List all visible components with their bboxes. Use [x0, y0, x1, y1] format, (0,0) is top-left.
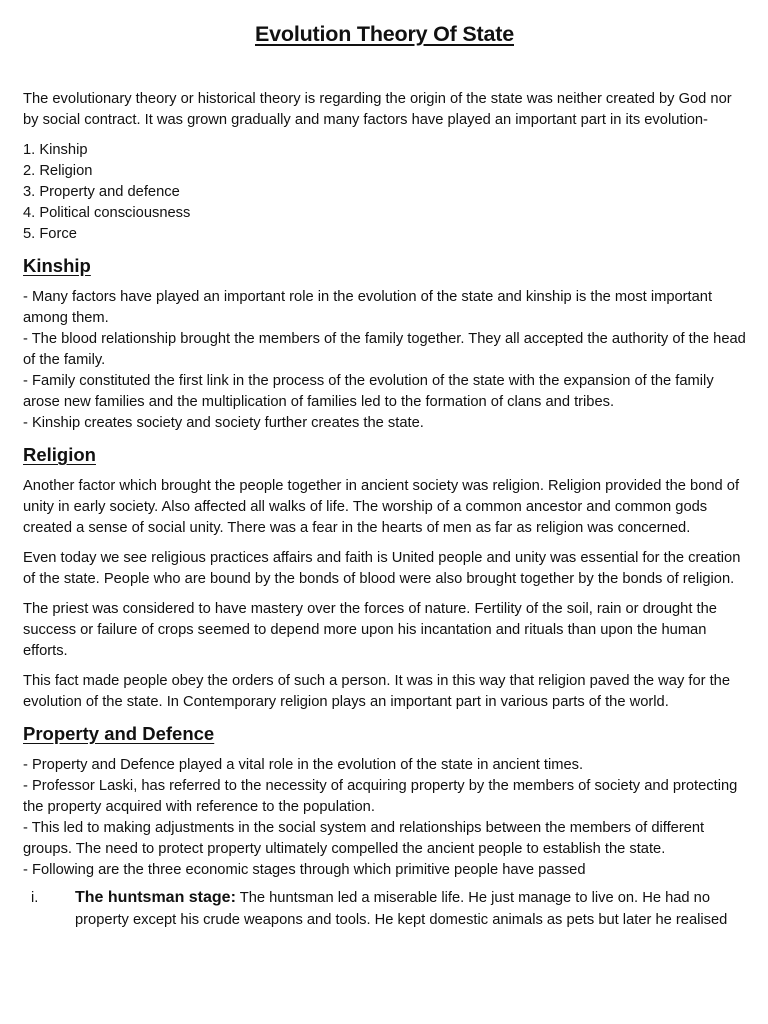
religion-paragraph: This fact made people obey the orders of such a person. It was in this way that religion paved the way for the evolution of the state. In Contemporary religion plays an important part in various parts of the world. [23, 673, 731, 710]
factor-item-religion: 2. Religion [23, 163, 93, 179]
economic-stages-list [23, 887, 746, 931]
factor-item-force: 5. Force [23, 226, 77, 242]
kinship-paragraph [23, 287, 746, 434]
stage-label: The huntsman stage: [75, 889, 236, 906]
factor-item-kinship: 1. Kinship [23, 142, 88, 158]
religion-paragraph: Another factor which brought the people together in ancient society was religion. Religion provided the bond of unity in early society. Also affected all walks of life. The worship of a common ancestor and common gods created a sense of social unity. There was a fear in the hearts of men as far as religion was concerned. [23, 478, 740, 536]
property-point: - Following are the three economic stages through which primitive people have passed [23, 862, 586, 878]
stage-body [75, 887, 746, 931]
property-point: - Property and Defence played a vital role in the evolution of the state in ancient times. [23, 757, 584, 773]
factor-item-political: 4. Political consciousness [23, 205, 191, 221]
property-point: - This led to making adjustments in the social system and relationships between the members of different groups. The need to protect property ultimately compelled the ancient people to establish the state. [23, 820, 705, 857]
kinship-point: - The blood relationship brought the members of the family together. They all accepted the authority of the head of the family. [23, 331, 746, 368]
kinship-point: - Kinship creates society and society further creates the state. [23, 415, 424, 431]
stage-number: i. [31, 890, 39, 906]
stage-text: The huntsman led a miserable life. He just manage to live on. He had no property except his crude weapons and tools. He kept domestic animals as pets but later he realised [75, 890, 728, 928]
kinship-point: - Family constituted the first link in the process of the evolution of the state with the expansion of the family arose new families and the multiplication of families led to the formation of clans and tribes. [23, 373, 714, 410]
section-heading-religion: Religion [23, 444, 96, 465]
factors-list [23, 140, 746, 245]
property-paragraph [23, 755, 746, 881]
kinship-point: - Many factors have played an important role in the evolution of the state and kinship is the most important among them. [23, 289, 713, 326]
stage-item [23, 887, 746, 931]
intro-paragraph: The evolutionary theory or historical theory is regarding the origin of the state was neither created by God nor by social contract. It was grown gradually and many factors have played an important part in its evolution- [23, 91, 732, 128]
religion-paragraph: The priest was considered to have mastery over the forces of nature. Fertility of the soil, rain or drought the success or failure of crops seemed to depend more upon his incantation and rituals than upon the human efforts. [23, 601, 717, 659]
religion-paragraph: Even today we see religious practices affairs and faith is United people and unity was essential for the creation of the state. People who are bound by the bonds of blood were also brought together by the bonds of religion. [23, 550, 741, 587]
document-title: Evolution Theory Of State [255, 22, 514, 46]
section-heading-property: Property and Defence [23, 723, 215, 744]
factor-item-property: 3. Property and defence [23, 184, 180, 200]
property-point: - Professor Laski, has referred to the necessity of acquiring property by the members of society and protecting the property acquired with reference to the population. [23, 778, 738, 815]
section-heading-kinship: Kinship [23, 255, 91, 276]
